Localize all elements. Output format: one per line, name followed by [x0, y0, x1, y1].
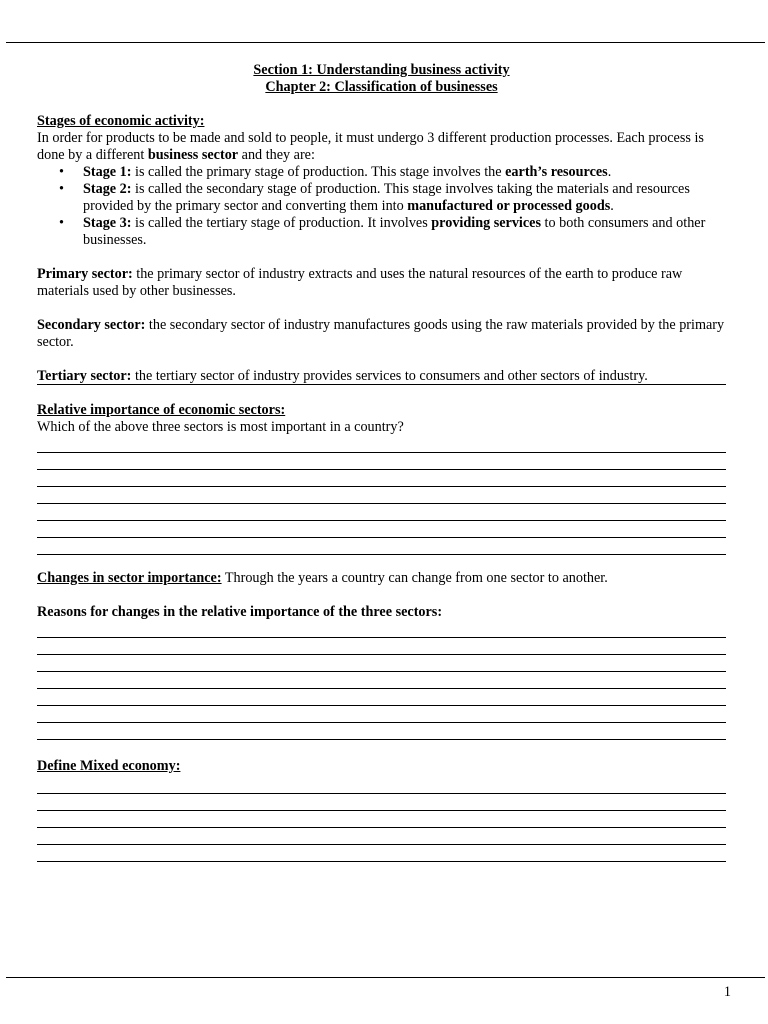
relative-importance-heading-text: Relative importance of economic sectors: [37, 402, 286, 418]
answer-lines-reasons [37, 621, 726, 740]
mixed-economy-heading-text: Define Mixed economy: [37, 758, 181, 774]
primary-sector-text: the primary sector of industry extracts and uses the natural resources of the earth to produce raw materials used by other businesses. [37, 266, 683, 299]
answer-line[interactable] [37, 706, 726, 723]
stages-intro-part2: and they are: [238, 147, 315, 163]
list-item [37, 181, 726, 215]
answer-line[interactable] [37, 470, 726, 487]
page-number: 1 [723, 984, 731, 1000]
chapter-title: Chapter 2: Classification of businesses [265, 79, 498, 95]
stages-intro-bold: business sector [147, 147, 239, 163]
secondary-sector-text: the secondary sector of industry manufactures goods using the raw materials provided by the primary sector. [37, 317, 725, 350]
stages-list [37, 164, 726, 249]
primary-sector-definition [37, 266, 726, 300]
answer-line[interactable] [37, 521, 726, 538]
answer-line[interactable] [37, 723, 726, 740]
changes-heading: Changes in sector importance: [37, 570, 222, 586]
reasons-heading-text: Reasons for changes in the relative importance of the three sectors: [37, 604, 443, 620]
stage-text: is called the primary stage of production. This stage involves the [131, 164, 506, 180]
bullet-icon: • [59, 215, 64, 231]
list-item [37, 215, 726, 249]
answer-line[interactable] [37, 436, 726, 453]
header-rule [6, 42, 765, 43]
tertiary-sector-label: Tertiary sector: [37, 368, 132, 384]
answer-line[interactable] [37, 638, 726, 655]
stage-text-after: . [607, 164, 612, 180]
bullet-icon: • [59, 164, 64, 180]
primary-sector-label: Primary sector: [37, 266, 133, 282]
changes-text: Through the years a country can change from one sector to another. [221, 570, 608, 586]
answer-lines-relative [37, 436, 726, 555]
reasons-heading [37, 604, 726, 621]
answer-line[interactable] [37, 538, 726, 555]
stage-text: is called the secondary stage of production. This stage involves taking the materials and resources provided by the primary sector and converting them into [83, 181, 690, 214]
relative-importance-question: Which of the above three sectors is most important in a country? [37, 419, 404, 435]
changes-paragraph [37, 570, 726, 587]
mixed-economy-heading [37, 758, 726, 775]
tertiary-sector-definition [37, 368, 726, 385]
answer-line[interactable] [37, 828, 726, 845]
answer-line[interactable] [37, 621, 726, 638]
answer-line[interactable] [37, 504, 726, 521]
stage-label: Stage 1: [83, 164, 132, 180]
stage-text: is called the tertiary stage of production. It involves [131, 215, 432, 231]
stage-bold: providing services [431, 215, 541, 231]
answer-line[interactable] [37, 811, 726, 828]
answer-line[interactable] [37, 453, 726, 470]
secondary-sector-label: Secondary sector: [37, 317, 146, 333]
answer-line[interactable] [37, 487, 726, 504]
answer-line[interactable] [37, 672, 726, 689]
list-item [37, 164, 726, 181]
stage-text-after: . [610, 198, 614, 214]
section-title: Section 1: Understanding business activity [253, 62, 510, 78]
answer-line[interactable] [37, 689, 726, 706]
answer-line[interactable] [37, 777, 726, 794]
answer-lines-mixed [37, 777, 726, 862]
answer-line[interactable] [37, 655, 726, 672]
secondary-sector-definition [37, 317, 726, 351]
stages-intro-part1: In order for products to be made and sold to people, it must undergo 3 different production processes. Each process is done by a different [37, 130, 704, 163]
stages-intro [37, 130, 726, 164]
stages-heading [37, 113, 726, 130]
answer-line[interactable] [37, 794, 726, 811]
stage-label: Stage 2: [83, 181, 132, 197]
relative-importance-heading [37, 402, 726, 419]
stage-label: Stage 3: [83, 215, 132, 231]
stage-text-after: to both consumers and other businesses. [83, 215, 706, 248]
stages-heading-text: Stages of economic activity: [37, 113, 205, 129]
tertiary-sector-text: the tertiary sector of industry provides services to consumers and other sectors of industry. [131, 368, 648, 384]
stage-bold: manufactured or processed goods [407, 198, 611, 214]
bullet-icon: • [59, 181, 64, 197]
footer-rule [6, 977, 765, 978]
stage-bold: earth’s resources [505, 164, 608, 180]
answer-line[interactable] [37, 845, 726, 862]
document-body [37, 62, 726, 862]
